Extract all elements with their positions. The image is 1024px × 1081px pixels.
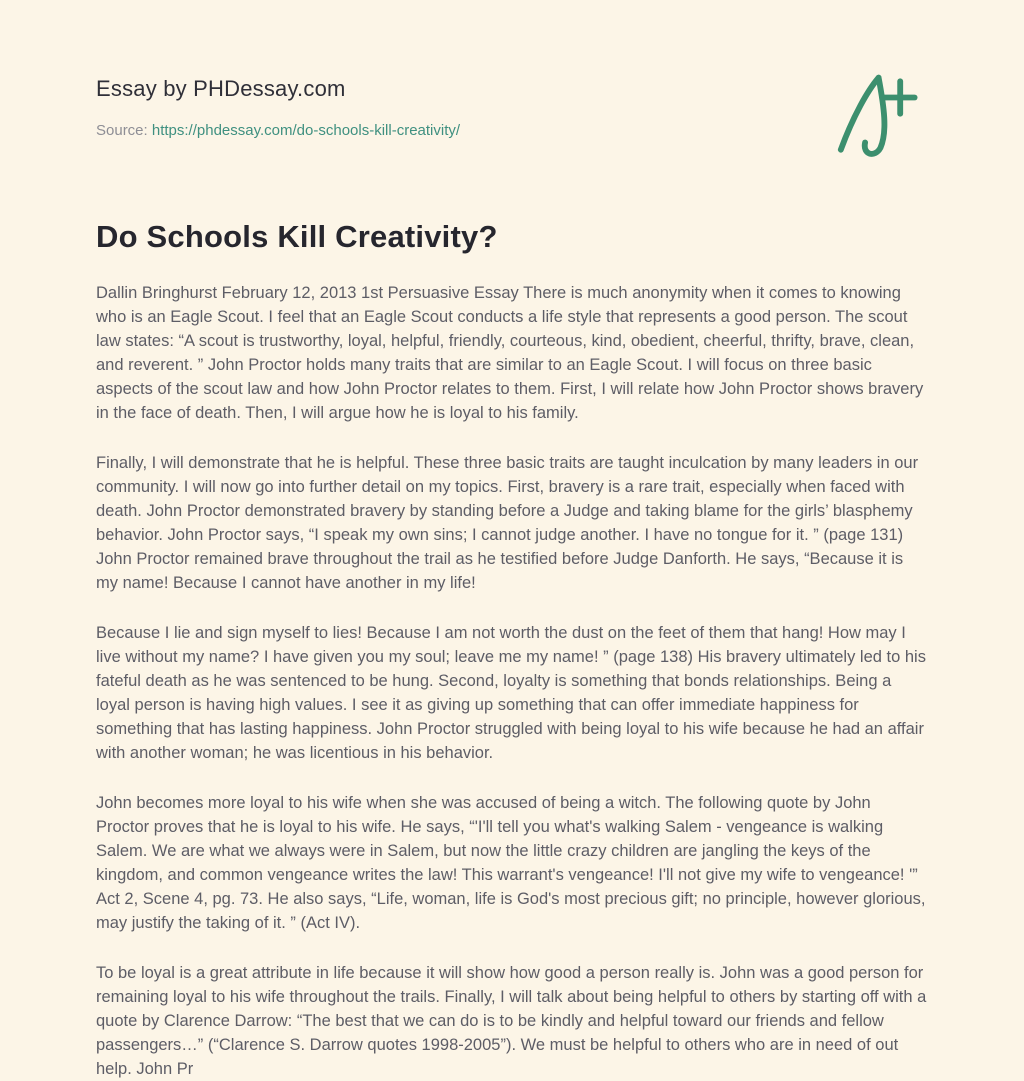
essay-paragraph: Finally, I will demonstrate that he is helpful. These three basic traits are taught inculcation by many leaders in our community. I will now go into further detail on my topics. First, bravery is a rare trait, especially when faced with death. John Proctor demonstrated bravery by standing before a Judge and taking blame for the girls’ blasphemy behavior. John Proctor says, “I speak my own sins; I cannot judge another. I have no tongue for it. ” (page 131) John Proctor remained brave throughout the trail as he testified before Judge Danforth. He says, “Because it is my name! Because I cannot have another in my life! [96, 454, 919, 592]
essay-paragraph: To be loyal is a great attribute in life because it will show how good a person really is. John was a good person for remaining loyal to his wife throughout the trails. Finally, I will talk about being helpful to others by starting off with a quote by Clarence Darrow: “The best that we can do is to be kindly and helpful toward our friends and fellow passengers…” (“Clarence S. Darrow quotes 1998-2005”). We must be helpful to others who are in need of out help. John Pr [96, 964, 927, 1078]
source-label: Source: [96, 122, 148, 139]
source-link[interactable]: https://phdessay.com/do-schools-kill-creativity/ [151, 122, 461, 139]
essay-title: Do Schools Kill Creativity? [96, 219, 498, 254]
essay-paragraph: Dallin Bringhurst February 12, 2013 1st Persuasive Essay There is much anonymity when it comes to knowing who is an Eagle Scout. I feel that an Eagle Scout conducts a life style that represents a good person. The scout law states: “A scout is trustworthy, loyal, helpful, friendly, courteous, kind, obedient, cheerful, thrifty, brave, clean, and reverent. ” John Proctor holds many traits that are similar to an Eagle Scout. I will focus on three basic aspects of the scout law and how John Proctor relates to them. First, I will relate how John Proctor shows bravery in the face of death. Then, I will argue how he is loyal to his family. [96, 284, 924, 422]
essay-body [96, 281, 928, 1081]
phdessay-logo [830, 68, 920, 163]
source-row [96, 122, 928, 139]
a-plus-logo-icon [830, 150, 920, 167]
byline: Essay by PHDessay.com [96, 76, 346, 101]
essay-paragraph: John becomes more loyal to his wife when she was accused of being a witch. The following quote by John Proctor proves that he is loyal to his wife. He says, “'I'll tell you what's walking Salem - vengeance is walking Salem. We are what we always were in Salem, but now the little crazy children are jangling the keys of the kingdom, and common vengeance writes the law! This warrant's vengeance! I'll not give my wife to vengeance! '” Act 2, Scene 4, pg. 73. He also says, “Life, woman, life is God's most precious gift; no principle, however glorious, may justify the taking of it. ” (Act IV). [96, 794, 926, 932]
essay-paragraph: Because I lie and sign myself to lies! Because I am not worth the dust on the feet of them that hang! How may I live without my name? I have given you my soul; leave me my name! ” (page 138) His bravery ultimately led to his fateful death as he was sentenced to be hung. Second, loyalty is something that bonds relationships. Being a loyal person is having high values. I see it as giving up something that can offer immediate happiness for something that has lasting happiness. John Proctor struggled with being loyal to his wife because he had an affair with another woman; he was licentious in his behavior. [96, 624, 926, 762]
